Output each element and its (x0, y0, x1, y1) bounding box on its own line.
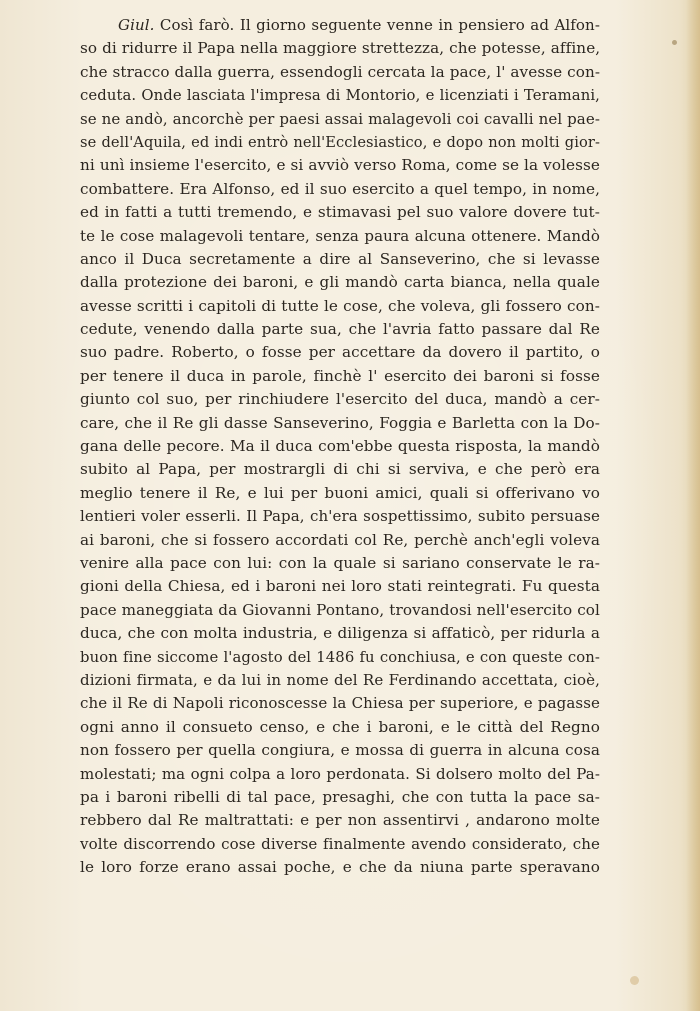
text-line: suo padre. Roberto, o fosse per accettare da dovero il partito, o (80, 343, 600, 362)
text-line: combattere. Era Alfonso, ed il suo esercito a quel tempo, in nome, (80, 179, 600, 198)
text-line: avesse scritti i capitoli di tutte le cose, che voleva, gli fossero con- (80, 296, 600, 315)
text-line: anco il Duca secretamente a dire al Sanseverino, che si levasse (80, 249, 600, 268)
paper-stain (630, 976, 639, 985)
text-line: giunto col suo, per rinchiudere l'esercito del duca, mandò a cer- (80, 390, 600, 409)
text-line: volte discorrendo cose diverse finalmente avendo considerato, che (80, 834, 600, 853)
text-line: so di ridurre il Papa nella maggiore strettezza, che potesse, affine, (80, 39, 601, 58)
text-line: duca, che con molta industria, e diligenza si affaticò, per ridurla a (80, 624, 600, 643)
page-edge-shadow (686, 0, 700, 1011)
text-line: se dell'Aquila, ed indi entrò nell'Ecclesiastico, e dopo non molti gior- (80, 133, 600, 151)
text-line: ai baroni, che si fossero accordati col Re, perchè anch'egli voleva (80, 530, 600, 549)
text-line: pace maneggiata da Giovanni Pontano, trovandosi nell'esercito col (80, 600, 600, 619)
text-line: rebbero dal Re maltrattati: e per non assentirvi , andarono molte (80, 811, 600, 830)
paper-stain (672, 40, 677, 45)
text-line: te le cose malagevoli tentare, senza paura alcuna ottenere. Mandò (80, 226, 600, 245)
text-line: care, che il Re gli dasse Sanseverino, Foggia e Barletta con la Do- (80, 413, 600, 432)
text-line: subito al Papa, per mostrargli di chi si serviva, e che però era (80, 460, 600, 479)
text-line: gana delle pecore. Ma il duca com'ebbe questa risposta, la mandò (80, 437, 600, 456)
text-line: ed in fatti a tutti tremendo, e stimavasi pel suo valore dovere tut- (80, 203, 600, 222)
text-line: venire alla pace con lui: con la quale si sariano conservate le ra- (80, 553, 600, 572)
text-line: non fossero per quella congiura, e mossa di guerra in alcuna cosa (80, 741, 600, 760)
text-line: ni unì insieme l'esercito, e si avviò verso Roma, come se la volesse (80, 156, 600, 175)
text-line: pa i baroni ribelli di tal pace, presaghi, che con tutta la pace sa- (80, 787, 600, 806)
text-line: ogni anno il consueto censo, e che i baroni, e le città del Regno (80, 717, 600, 736)
text-line: che il Re di Napoli riconoscesse la Chiesa per superiore, e pagasse (80, 694, 600, 713)
text-line: dalla protezione dei baroni, e gli mandò carta bianca, nella quale (80, 273, 600, 292)
speaker-label: Giul. (118, 16, 155, 34)
text-line: dizioni firmata, e da lui in nome del Re Ferdinando accettata, cioè, (80, 670, 600, 689)
text-line: per tenere il duca in parole, finchè l' esercito dei baroni si fosse (80, 366, 600, 385)
text-line: gioni della Chiesa, ed i baroni nei loro stati reintegrati. Fu questa (80, 577, 600, 596)
text-line: meglio tenere il Re, e lui per buoni amici, quali si offerivano vo (80, 483, 600, 502)
text-line: se ne andò, ancorchè per paesi assai malagevoli coi cavalli nel pae- (80, 109, 600, 128)
body-text (80, 14, 600, 879)
text-line: buon fine siccome l'agosto del 1486 fu conchiusa, e con queste con- (80, 648, 600, 666)
text-line: le loro forze erano assai poche, e che da niuna parte speravano (80, 858, 600, 877)
text-line: che stracco dalla guerra, essendogli cercata la pace, l' avesse con- (80, 62, 601, 81)
text-line: ceduta. Onde lasciata l'impresa di Montorio, e licenziati i Teramani, (80, 87, 600, 105)
text-line: cedute, venendo dalla parte sua, che l'avria fatto passare dal Re (80, 320, 600, 339)
text-line: molestati; ma ogni colpa a loro perdonata. Si dolsero molto del Pa- (80, 764, 600, 783)
text-line: Giul. Così farò. Il giorno seguente venne in pensiero ad Alfon- (118, 16, 600, 34)
text-line: lentieri voler esserli. Il Papa, ch'era sospettissimo, subito persuase (80, 507, 600, 526)
